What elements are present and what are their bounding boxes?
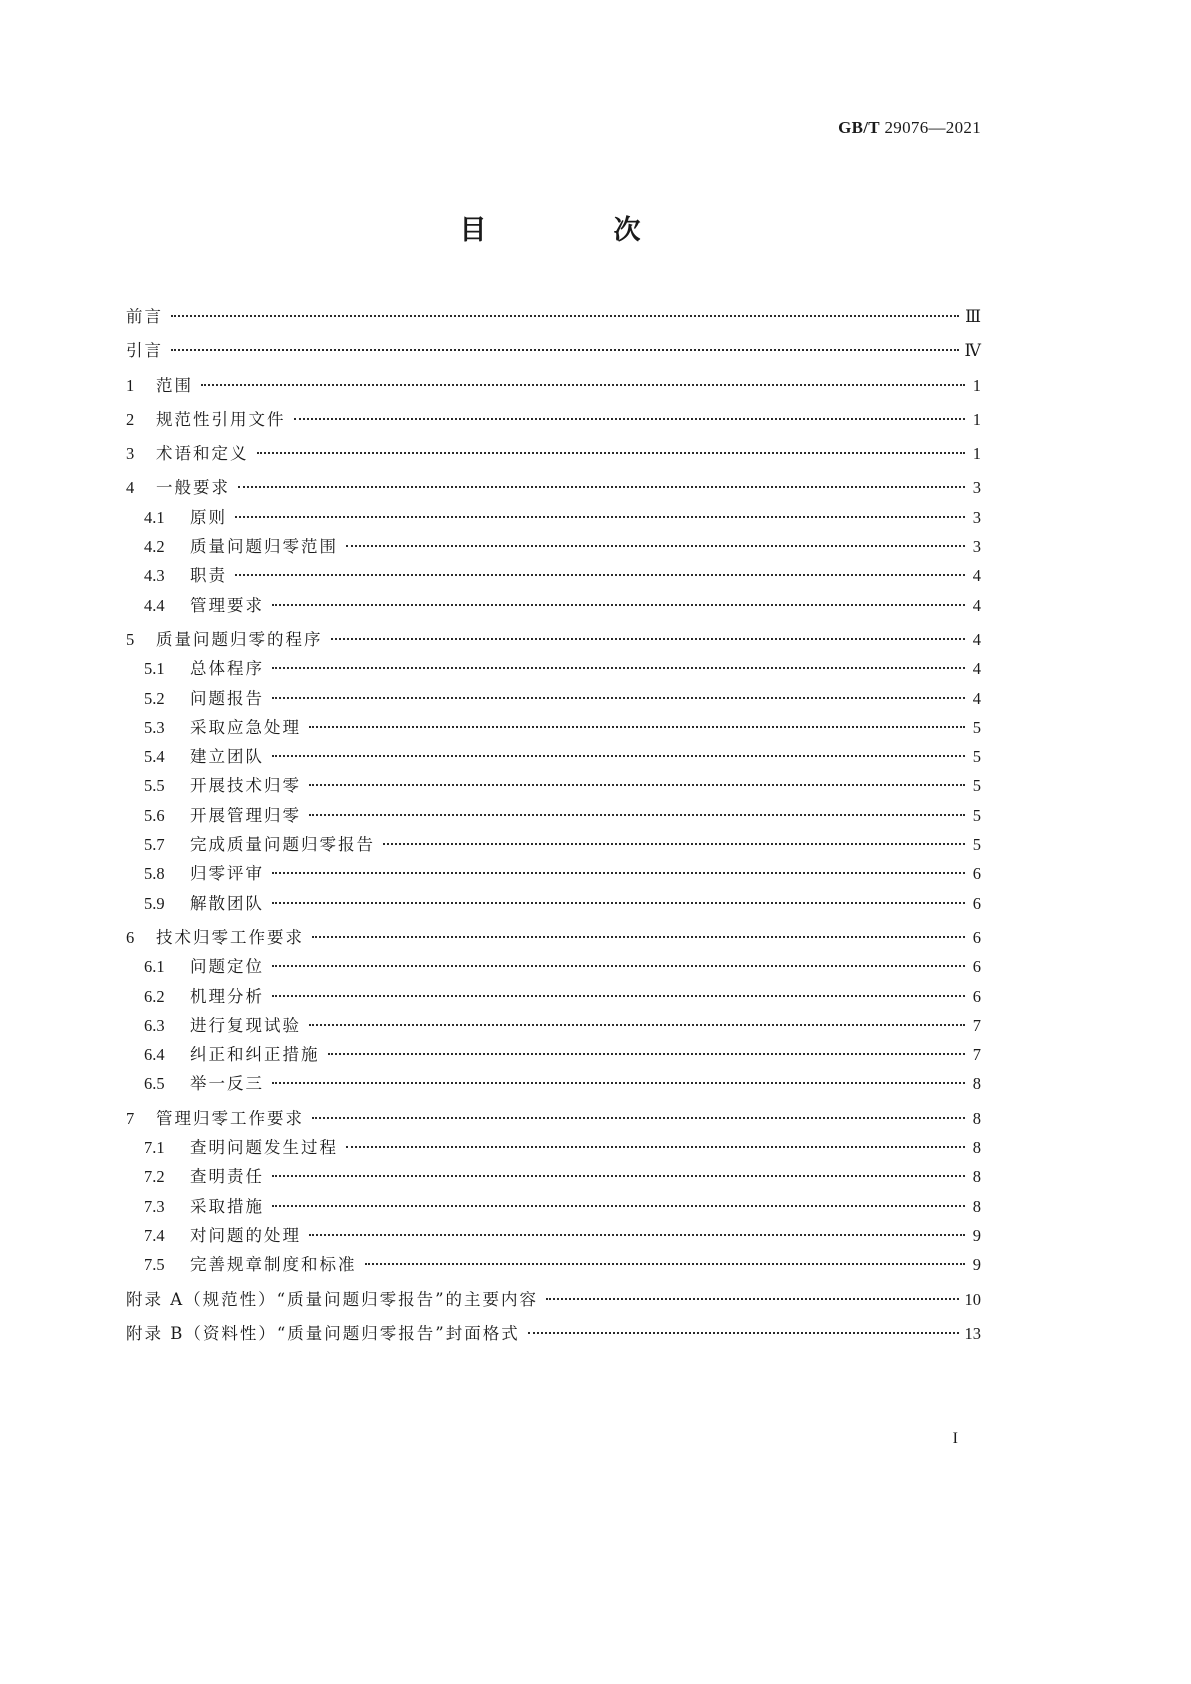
dot-leader bbox=[235, 574, 965, 576]
toc-subentry[interactable] bbox=[126, 742, 981, 771]
dot-leader bbox=[171, 349, 959, 351]
dot-leader bbox=[257, 452, 966, 454]
dot-leader bbox=[328, 1053, 966, 1055]
toc-entry-number: 7.4 bbox=[144, 1225, 165, 1245]
toc-entry-number: 4.4 bbox=[144, 595, 165, 615]
toc-entry-page: 1 bbox=[972, 444, 981, 464]
dot-leader bbox=[272, 604, 965, 606]
toc-entry-page: Ⅳ bbox=[964, 341, 981, 361]
toc-subentry[interactable] bbox=[126, 982, 981, 1011]
dot-leader bbox=[272, 1082, 965, 1084]
dot-leader bbox=[171, 315, 959, 317]
toc-entry-label: 查明问题发生过程 bbox=[190, 1138, 338, 1158]
toc-subentry[interactable] bbox=[126, 801, 981, 830]
standard-code bbox=[838, 118, 981, 138]
toc-entry-label: 质量问题归零的程序 bbox=[156, 629, 323, 649]
toc-entry-label: 附录 A（规范性）“质量问题归零报告”的主要内容 bbox=[126, 1289, 539, 1309]
toc-entry[interactable] bbox=[126, 473, 981, 502]
toc-entry-label: 举一反三 bbox=[190, 1074, 264, 1094]
toc-entry-label: 问题报告 bbox=[190, 688, 264, 708]
toc-subentry[interactable] bbox=[126, 889, 981, 918]
toc-entry-page: 8 bbox=[972, 1196, 981, 1216]
dot-leader bbox=[309, 1024, 965, 1026]
toc-entry-number: 5.3 bbox=[144, 717, 165, 737]
toc-entry-label: 开展技术归零 bbox=[190, 776, 301, 796]
dot-leader bbox=[294, 418, 966, 420]
toc-subentry[interactable] bbox=[126, 1250, 981, 1279]
dot-leader bbox=[238, 486, 965, 488]
toc-entry-page: 4 bbox=[972, 688, 981, 708]
toc-entry-page: 3 bbox=[972, 478, 981, 498]
toc-entry-label: 开展管理归零 bbox=[190, 805, 301, 825]
toc-entry-label: 完善规章制度和标准 bbox=[190, 1255, 357, 1275]
toc-entry-number: 1 bbox=[126, 375, 135, 395]
toc-entry-number: 4 bbox=[126, 478, 135, 498]
dot-leader bbox=[272, 1175, 965, 1177]
toc-entry-number: 7.5 bbox=[144, 1255, 165, 1275]
toc-subentry[interactable] bbox=[126, 591, 981, 620]
toc-entry-label: 引言 bbox=[126, 341, 163, 361]
toc-entry-label: 建立团队 bbox=[190, 747, 264, 767]
toc-entry-label: 规范性引用文件 bbox=[156, 409, 286, 429]
toc-entry-number: 5.9 bbox=[144, 893, 165, 913]
toc-entry-page: 5 bbox=[972, 805, 981, 825]
toc-entry-page: 5 bbox=[972, 747, 981, 767]
toc-entry[interactable] bbox=[126, 336, 981, 365]
dot-leader bbox=[309, 784, 965, 786]
dot-leader bbox=[272, 1205, 965, 1207]
toc-entry-page: 6 bbox=[972, 864, 981, 884]
toc-entry-label: 管理要求 bbox=[190, 595, 264, 615]
toc-entry-label: 解散团队 bbox=[190, 893, 264, 913]
toc-entry-label: 问题定位 bbox=[190, 957, 264, 977]
dot-leader bbox=[201, 384, 965, 386]
toc-entry-page: 6 bbox=[972, 927, 981, 947]
toc-entry-number: 5.6 bbox=[144, 805, 165, 825]
toc-entry-number: 4.1 bbox=[144, 507, 165, 527]
toc-entry-page: 5 bbox=[972, 835, 981, 855]
page-title: 目 次 bbox=[459, 215, 691, 246]
toc-entry-number: 6.3 bbox=[144, 1015, 165, 1035]
toc-entry-page: 1 bbox=[972, 375, 981, 395]
toc-entry-label: 技术归零工作要求 bbox=[156, 927, 304, 947]
toc-entry-page: 1 bbox=[972, 409, 981, 429]
toc-subentry[interactable] bbox=[126, 1162, 981, 1191]
toc-entry-number: 5.2 bbox=[144, 688, 165, 708]
toc-entry[interactable] bbox=[126, 302, 981, 331]
standard-number: 29076—2021 bbox=[884, 118, 981, 137]
toc-entry-number: 6.4 bbox=[144, 1045, 165, 1065]
toc-entry-label: 附录 B（资料性）“质量问题归零报告”封面格式 bbox=[126, 1323, 520, 1343]
page-number: I bbox=[952, 1430, 958, 1447]
toc-subentry[interactable] bbox=[126, 561, 981, 590]
dot-leader bbox=[312, 936, 965, 938]
toc-entry-page: 9 bbox=[972, 1255, 981, 1275]
toc-entry-page: 4 bbox=[972, 595, 981, 615]
toc-entry-label: 对问题的处理 bbox=[190, 1225, 301, 1245]
toc-entry-page: 13 bbox=[964, 1323, 981, 1343]
toc-subentry[interactable] bbox=[126, 713, 981, 742]
dot-leader bbox=[235, 516, 965, 518]
toc-subentry[interactable] bbox=[126, 532, 981, 561]
toc-entry-label: 完成质量问题归零报告 bbox=[190, 835, 375, 855]
toc-entry-page: 7 bbox=[972, 1015, 981, 1035]
toc-entry-number: 5.8 bbox=[144, 864, 165, 884]
toc-entry-label: 职责 bbox=[190, 566, 227, 586]
toc-entry-number: 4.3 bbox=[144, 566, 165, 586]
table-of-contents bbox=[126, 302, 981, 1348]
toc-entry[interactable] bbox=[126, 405, 981, 434]
toc-entry-number: 7 bbox=[126, 1108, 135, 1128]
dot-leader bbox=[272, 667, 965, 669]
toc-entry[interactable] bbox=[126, 923, 981, 952]
dot-leader bbox=[272, 697, 965, 699]
toc-entry-number: 3 bbox=[126, 444, 135, 464]
toc-entry-label: 质量问题归零范围 bbox=[190, 537, 338, 557]
toc-entry-number: 6.2 bbox=[144, 986, 165, 1006]
toc-entry-number: 7.2 bbox=[144, 1167, 165, 1187]
toc-entry-page: 4 bbox=[972, 629, 981, 649]
dot-leader bbox=[309, 1234, 965, 1236]
toc-entry-page: 6 bbox=[972, 986, 981, 1006]
toc-subentry[interactable] bbox=[126, 684, 981, 713]
toc-entry-page: 4 bbox=[972, 659, 981, 679]
toc-entry-page: 8 bbox=[972, 1108, 981, 1128]
toc-subentry[interactable] bbox=[126, 654, 981, 683]
dot-leader bbox=[272, 995, 965, 997]
toc-entry-number: 4.2 bbox=[144, 537, 165, 557]
toc-entry-label: 机理分析 bbox=[190, 986, 264, 1006]
toc-entry-number: 6 bbox=[126, 927, 135, 947]
toc-subentry[interactable] bbox=[126, 1040, 981, 1069]
dot-leader bbox=[272, 872, 965, 874]
toc-entry[interactable] bbox=[126, 1285, 981, 1314]
toc-entry-label: 管理归零工作要求 bbox=[156, 1108, 304, 1128]
toc-entry-page: 8 bbox=[972, 1074, 981, 1094]
toc-entry-page: 4 bbox=[972, 566, 981, 586]
toc-subentry[interactable] bbox=[126, 830, 981, 859]
toc-entry-label: 前言 bbox=[126, 307, 163, 326]
toc-entry[interactable] bbox=[126, 1319, 981, 1348]
toc-entry-page: Ⅲ bbox=[965, 307, 981, 326]
toc-entry[interactable] bbox=[126, 1104, 981, 1133]
standard-prefix: GB/T bbox=[838, 118, 880, 137]
dot-leader bbox=[365, 1263, 966, 1265]
toc-subentry[interactable] bbox=[126, 771, 981, 800]
dot-leader bbox=[383, 843, 965, 845]
toc-entry-number: 7.3 bbox=[144, 1196, 165, 1216]
toc-entry-number: 2 bbox=[126, 409, 135, 429]
toc-subentry[interactable] bbox=[126, 952, 981, 981]
toc-entry-page: 6 bbox=[972, 957, 981, 977]
dot-leader bbox=[309, 814, 965, 816]
toc-subentry[interactable] bbox=[126, 1221, 981, 1250]
toc-entry-page: 5 bbox=[972, 776, 981, 796]
toc-entry-page: 3 bbox=[972, 537, 981, 557]
toc-entry-label: 范围 bbox=[156, 375, 193, 395]
toc-entry-number: 7.1 bbox=[144, 1138, 165, 1158]
toc-entry-label: 查明责任 bbox=[190, 1167, 264, 1187]
toc-entry[interactable] bbox=[126, 371, 981, 400]
toc-subentry[interactable] bbox=[126, 1192, 981, 1221]
dot-leader bbox=[346, 545, 965, 547]
toc-entry-number: 5.5 bbox=[144, 776, 165, 796]
toc-entry-label: 采取应急处理 bbox=[190, 717, 301, 737]
dot-leader bbox=[331, 638, 966, 640]
toc-entry[interactable] bbox=[126, 439, 981, 468]
toc-entry-number: 5.4 bbox=[144, 747, 165, 767]
dot-leader bbox=[272, 902, 965, 904]
dot-leader bbox=[346, 1146, 965, 1148]
toc-entry-label: 采取措施 bbox=[190, 1196, 264, 1216]
dot-leader bbox=[272, 965, 965, 967]
dot-leader bbox=[309, 726, 965, 728]
toc-subentry[interactable] bbox=[126, 1011, 981, 1040]
toc-entry-number: 5.7 bbox=[144, 835, 165, 855]
toc-entry-number: 5.1 bbox=[144, 659, 165, 679]
toc-entry-label: 一般要求 bbox=[156, 478, 230, 498]
toc-entry-page: 8 bbox=[972, 1167, 981, 1187]
toc-subentry[interactable] bbox=[126, 503, 981, 532]
toc-entry-page: 9 bbox=[972, 1225, 981, 1245]
toc-entry-page: 10 bbox=[964, 1289, 981, 1309]
toc-entry-label: 术语和定义 bbox=[156, 444, 249, 464]
toc-entry[interactable] bbox=[126, 625, 981, 654]
dot-leader bbox=[312, 1117, 965, 1119]
toc-entry-number: 6.1 bbox=[144, 957, 165, 977]
toc-entry-page: 7 bbox=[972, 1045, 981, 1065]
toc-entry-page: 6 bbox=[972, 893, 981, 913]
toc-entry-number: 5 bbox=[126, 629, 135, 649]
dot-leader bbox=[528, 1332, 959, 1334]
toc-entry-label: 归零评审 bbox=[190, 864, 264, 884]
toc-entry-page: 8 bbox=[972, 1138, 981, 1158]
toc-entry-page: 3 bbox=[972, 507, 981, 527]
toc-entry-label: 总体程序 bbox=[190, 659, 264, 679]
toc-entry-label: 原则 bbox=[190, 507, 227, 527]
toc-subentry[interactable] bbox=[126, 1133, 981, 1162]
toc-entry-label: 进行复现试验 bbox=[190, 1015, 301, 1035]
toc-entry-label: 纠正和纠正措施 bbox=[190, 1045, 320, 1065]
toc-subentry[interactable] bbox=[126, 859, 981, 888]
toc-subentry[interactable] bbox=[126, 1069, 981, 1098]
dot-leader bbox=[546, 1298, 958, 1300]
dot-leader bbox=[272, 755, 965, 757]
toc-entry-number: 6.5 bbox=[144, 1074, 165, 1094]
toc-entry-page: 5 bbox=[972, 717, 981, 737]
